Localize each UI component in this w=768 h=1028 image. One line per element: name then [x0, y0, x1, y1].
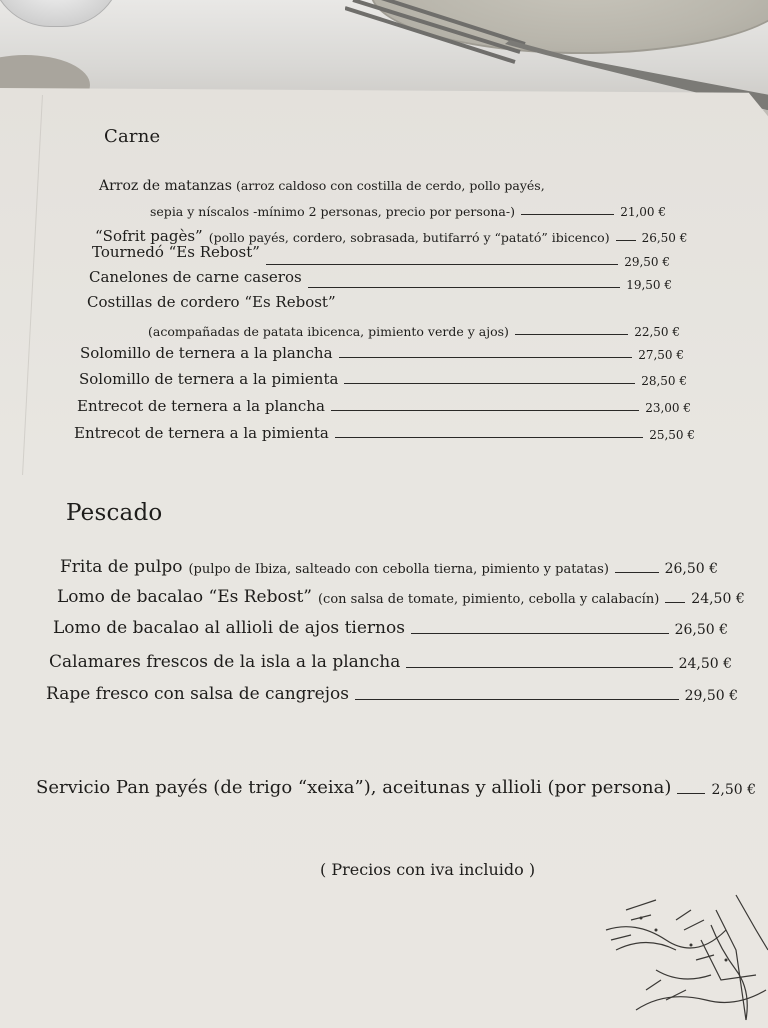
item-price: 22,50 €	[634, 325, 680, 339]
item-description: (pulpo de Ibiza, salteado con cebolla tierna, pimiento y patatas)	[188, 562, 609, 577]
section-title-pescado: Pescado	[66, 500, 163, 526]
item-name: Solomillo de ternera a la plancha	[80, 344, 333, 362]
item-name: “Sofrit pagès”	[95, 227, 203, 245]
leader-line	[521, 214, 614, 215]
price-footnote: ( Precios con iva incluido )	[320, 860, 536, 879]
item-name: Entrecot de ternera a la pimienta	[74, 424, 329, 442]
item-name: Frita de pulpo	[60, 557, 183, 577]
leader-line	[616, 240, 636, 241]
menu-item-rape	[46, 684, 738, 704]
item-name: Lomo de bacalao al allioli de ajos tiernos	[53, 618, 405, 638]
item-name: Lomo de bacalao “Es Rebost”	[57, 587, 312, 607]
menu-item-frita-pulpo	[60, 557, 718, 577]
item-name: Servicio Pan payés (de trigo “xeixa”), aceitunas y allioli (por persona)	[36, 777, 672, 798]
menu-item-arroz-line2	[150, 204, 666, 219]
item-price: 26,50 €	[641, 231, 688, 245]
leader-line	[411, 633, 669, 634]
item-price: 24,50 €	[691, 591, 745, 607]
item-name: Tournedó “Es Rebost”	[92, 243, 260, 261]
menu-item-entrecot-plancha	[77, 397, 691, 415]
menu-item-calamares	[49, 652, 732, 672]
item-price: 23,00 €	[645, 401, 691, 415]
menu-item-entrecot-pimienta	[74, 424, 695, 442]
item-price: 27,50 €	[638, 348, 684, 362]
item-description: (con salsa de tomate, pimiento, cebolla y calabacín)	[317, 592, 660, 607]
leader-line	[615, 572, 659, 573]
item-description: (pollo payés, cordero, sobrasada, butifarró y “patató” ibicenco)	[208, 230, 610, 245]
menu-item-costillas-line2	[148, 324, 680, 339]
menu-item-solomillo-plancha	[80, 344, 684, 362]
item-price: 2,50 €	[711, 782, 756, 798]
menu-item-servicio-pan	[36, 777, 756, 798]
leader-line	[515, 334, 628, 335]
item-price: 25,50 €	[649, 428, 695, 442]
leader-line	[355, 699, 679, 700]
leader-line	[344, 383, 635, 384]
menu-item-costillas: Costillas de cordero “Es Rebost”	[87, 293, 336, 311]
leader-line	[335, 437, 643, 438]
item-name: Canelones de carne caseros	[89, 268, 302, 286]
item-price: 29,50 €	[624, 255, 670, 269]
item-price: 26,50 €	[664, 561, 718, 577]
menu-item-lomo-bacalao-allioli	[53, 618, 728, 638]
leader-line	[308, 287, 621, 288]
item-price: 24,50 €	[678, 656, 732, 672]
menu-item-solomillo-pimienta	[79, 370, 687, 388]
item-price: 29,50 €	[684, 688, 738, 704]
leader-line	[266, 264, 618, 265]
menu-item-arroz	[99, 178, 545, 194]
item-description: (arroz caldoso con costilla de cerdo, pollo payés,	[235, 178, 545, 193]
section-title-carne: Carne	[104, 126, 161, 147]
item-name: Solomillo de ternera a la pimienta	[79, 370, 339, 388]
item-name: Calamares frescos de la isla a la plancha	[49, 652, 401, 672]
leader-line	[677, 793, 705, 794]
leader-line	[331, 410, 639, 411]
menu-item-canelones	[89, 268, 672, 292]
item-description: (acompañadas de patata ibicenca, pimiento verde y ajos)	[148, 324, 509, 339]
item-price: 21,00 €	[620, 205, 666, 219]
branch-illustration	[596, 890, 768, 1024]
leader-line	[339, 357, 633, 358]
item-price: 26,50 €	[674, 622, 728, 638]
item-name: Entrecot de ternera a la plancha	[77, 397, 325, 415]
menu-item-lomo-bacalao-rebost	[57, 587, 745, 607]
leader-line	[665, 602, 685, 603]
item-price: 19,50 €	[626, 278, 672, 292]
item-name: Arroz de matanzas	[99, 178, 232, 194]
menu-item-tournedo	[92, 243, 670, 269]
item-price: 28,50 €	[641, 374, 687, 388]
item-description: sepia y níscalos -mínimo 2 personas, precio por persona-)	[150, 204, 515, 219]
item-name: Rape fresco con salsa de cangrejos	[46, 684, 349, 704]
leader-line	[406, 667, 672, 668]
